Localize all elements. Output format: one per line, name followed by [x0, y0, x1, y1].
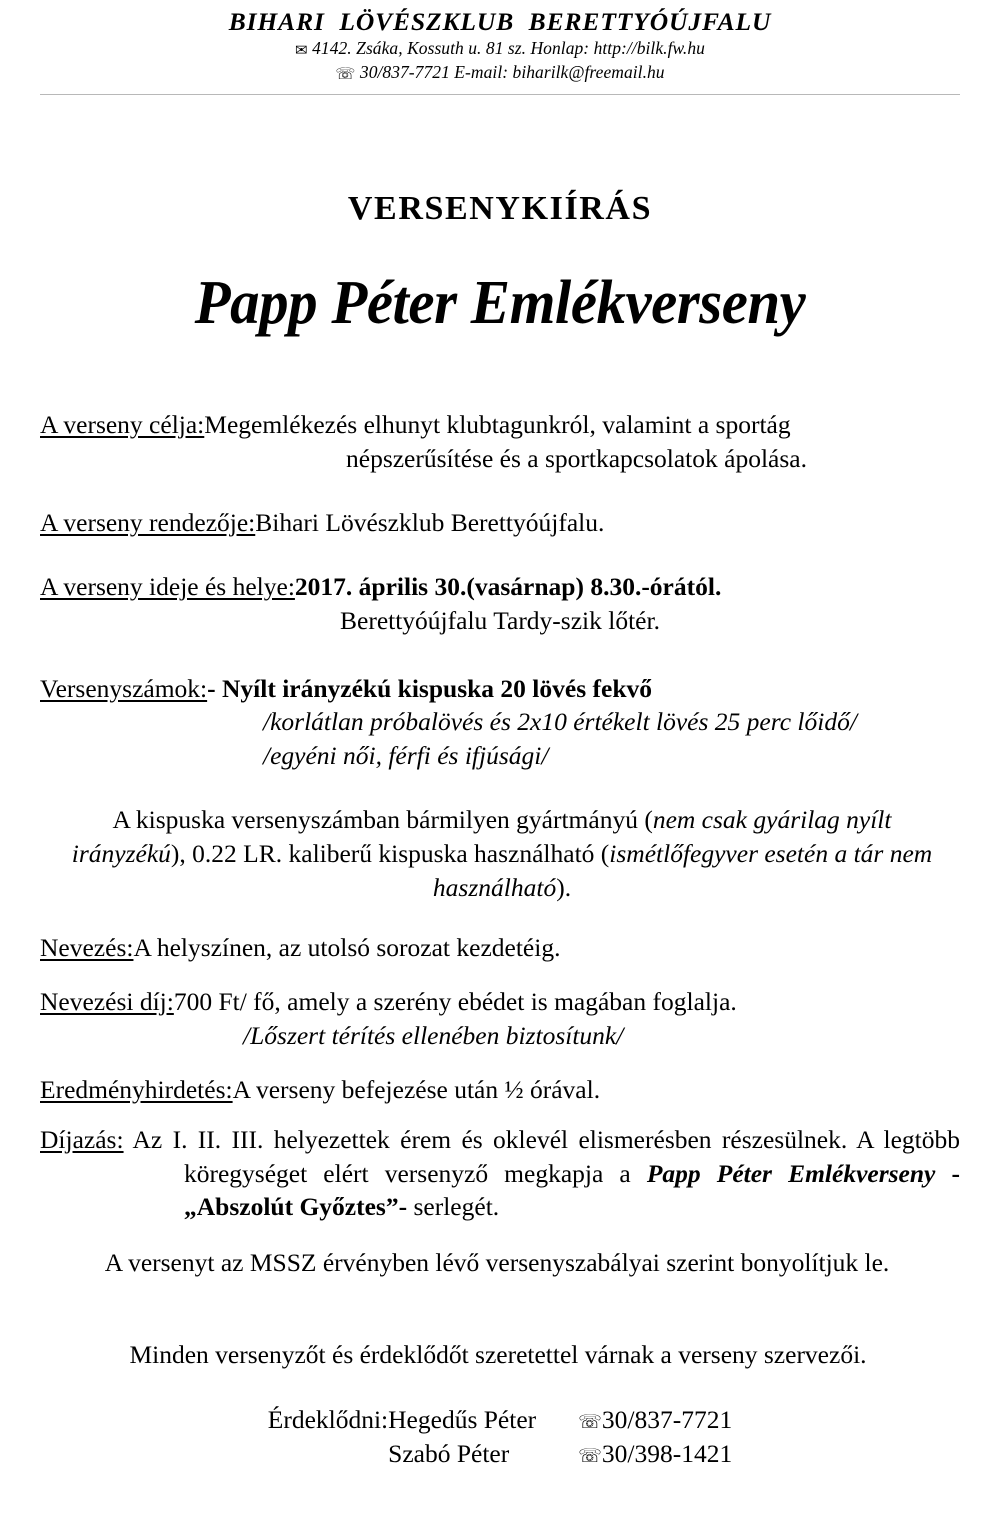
section-prizes — [40, 1123, 960, 1225]
section-fee-note: /Lőszert térítés ellenében biztosítunk/ — [243, 1020, 624, 1050]
club-name: BIHARI LÖVÉSZKLUB BERETTYÓÚJFALU — [228, 7, 772, 36]
contact-name-1: Hegedűs Péter — [388, 1405, 537, 1434]
section-results-label: Eredményhirdetés: — [40, 1074, 233, 1104]
section-place-value: Berettyóújfalu Tardy-szik lőtér. — [340, 605, 660, 635]
letterhead — [0, 0, 1000, 85]
section-events-detail1-row — [40, 705, 960, 739]
document-kind-heading: VERSENYKIÍRÁS — [347, 190, 653, 227]
section-events-detail2-row — [40, 739, 960, 773]
section-date-value: 2017. április 30.(vasárnap) 8.30.-órától. — [294, 571, 722, 601]
spacer — [40, 1224, 960, 1246]
section-goal-label: A verseny célja: — [40, 410, 205, 439]
section-events-label: Versenyszámok: — [40, 673, 208, 703]
spacer — [40, 476, 960, 506]
section-events — [40, 672, 960, 706]
section-datetime-label: A verseny ideje és helye: — [40, 571, 295, 601]
rifle-note-part2: ), 0.22 LR. kaliberű kispuska használható — [170, 839, 595, 869]
spacer — [40, 540, 960, 570]
section-events-main: - Nyílt irányzékú kispuska 20 lövés fekvő — [207, 673, 653, 703]
section-entry-label: Nevezés: — [40, 932, 134, 962]
spacer — [40, 1107, 960, 1123]
section-organizer — [40, 506, 960, 540]
contacts-lead-label: Érdeklődni: — [267, 1405, 389, 1434]
club-contact-text: 30/837-7721 E-mail: biharilk@freemail.hu — [359, 62, 665, 83]
section-events-detail2: /egyéni női, férfi és ifjúsági/ — [263, 741, 549, 771]
rifle-note-close-paren: ). — [556, 873, 572, 903]
section-fee-value: 700 Ft/ fő, amely a szerény ebédet is magában foglalja. — [173, 986, 737, 1016]
rifle-note-italic2: irányzékú — [71, 839, 171, 869]
header-divider — [40, 94, 960, 95]
section-datetime-place — [40, 570, 960, 604]
spacer — [40, 1053, 960, 1073]
contact-row — [268, 1437, 732, 1471]
contact-phone-1[interactable]: 30/837-7721 — [601, 1405, 733, 1434]
spacer — [40, 773, 960, 803]
telephone-icon: ☏ — [578, 1444, 602, 1467]
section-place-row — [40, 604, 960, 638]
rifle-note-part1: A kispuska versenyszámban bármilyen gyártmányú ( — [112, 805, 653, 835]
section-rules-note — [40, 1246, 960, 1280]
spacer — [40, 638, 960, 672]
welcome-note-text: Minden versenyzőt és érdeklődőt szeretettel várnak a verseny szervezői. — [129, 1340, 867, 1370]
section-prizes-label: Díjazás: — [40, 1124, 124, 1154]
section-fee-label: Nevezési díj: — [40, 986, 174, 1016]
envelope-icon: ✉ — [295, 40, 308, 59]
section-rifle-note — [40, 803, 960, 905]
club-address-text: 4142. Zsáka, Kossuth u. 81 sz. Honlap: http://bilk.fw.hu — [312, 37, 705, 58]
telephone-icon: ☏ — [335, 64, 356, 84]
section-organizer-value: Bihari Lövészklub Berettyóújfalu. — [255, 507, 605, 537]
rifle-note-italic1: nem csak gyárilag nyílt — [652, 805, 892, 835]
section-fee-note-row — [40, 1019, 960, 1053]
section-prizes-text1: Az I. II. III. helyezettek érem és oklevél elismerésben részesülnek. A legtöbb köregységet elért versenyző megkapja a — [132, 1124, 960, 1188]
section-goal — [40, 408, 960, 442]
contacts-table — [268, 1403, 732, 1470]
section-entry — [40, 931, 960, 965]
rules-note-text: A versenyt az MSSZ érvényben lévő versenyszabályai szerint bonyolítjuk le. — [104, 1248, 890, 1278]
telephone-icon: ☏ — [578, 1411, 602, 1433]
section-fee — [40, 985, 960, 1019]
spacer — [40, 965, 960, 985]
section-prizes-emph-italic: Papp Péter Emlékverseny — [646, 1158, 936, 1188]
page-title: Papp Péter Emlékverseny — [194, 269, 806, 337]
rifle-note-italic3: ismétlőfegyver esetén a tár nem használható — [432, 839, 933, 903]
section-goal-line1: Megemlékezés elhunyt klubtagunkról, valamint a sportág — [204, 410, 791, 439]
contact-row — [268, 1403, 732, 1437]
section-goal-line2-row — [40, 442, 960, 476]
section-goal-line2: népszerűsítése és a sportkapcsolatok ápolása. — [346, 443, 807, 473]
contact-phone-2[interactable]: 30/398-1421 — [601, 1438, 733, 1468]
section-results — [40, 1073, 960, 1107]
contact-name-2: Szabó Péter — [388, 1438, 510, 1468]
section-organizer-label: A verseny rendezője: — [40, 507, 256, 537]
section-events-detail1: /korlátlan próbalövés és 2x10 értékelt lövés 25 perc lőidő/ — [263, 707, 857, 737]
section-prizes-emph-bold: -„Abszolút Győztes”- — [184, 1158, 960, 1222]
spacer — [40, 905, 960, 931]
contacts-lead-spacer — [268, 1437, 388, 1471]
club-address-line — [0, 36, 1000, 61]
section-prizes-text2: serlegét. — [407, 1192, 500, 1222]
club-contact-line — [0, 60, 1000, 85]
section-welcome-note — [40, 1338, 960, 1372]
document-body — [40, 408, 960, 1372]
spacer — [40, 1280, 960, 1338]
section-entry-value: A helyszínen, az utolsó sorozat kezdetéig. — [133, 932, 561, 962]
contacts-block — [0, 1403, 1000, 1470]
rifle-note-open-paren: ( — [600, 839, 610, 869]
section-results-value: A verseny befejezése után ½ órával. — [232, 1074, 601, 1104]
